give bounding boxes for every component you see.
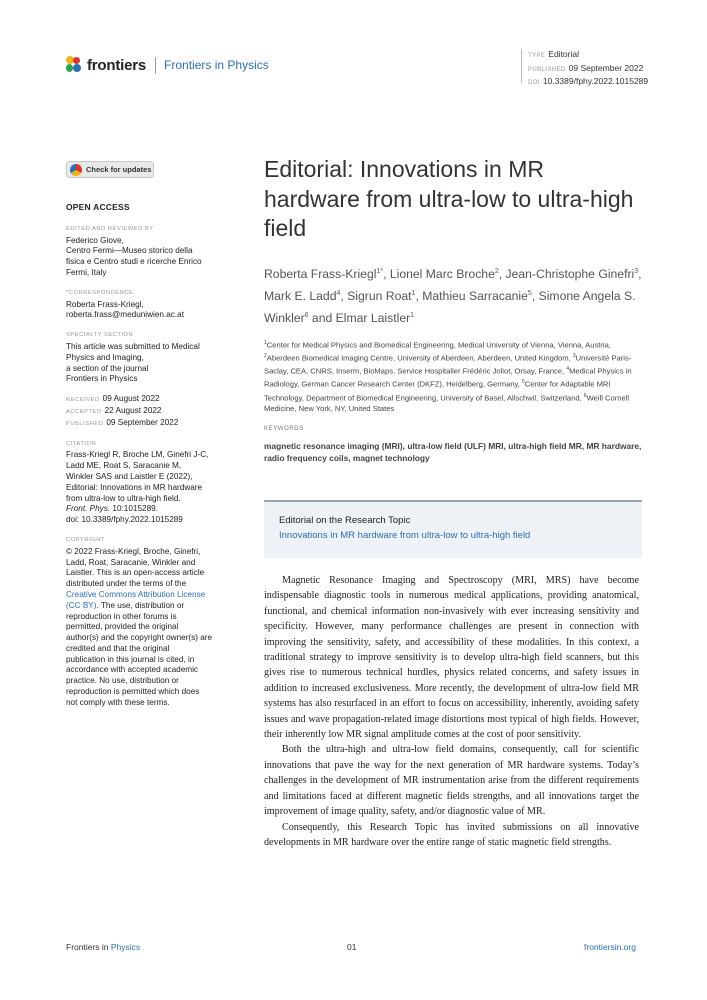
citation-volume: 10:1015289. xyxy=(110,504,158,514)
research-topic-link[interactable]: Innovations in MR hardware from ultra-low to ultra-high field xyxy=(279,530,531,541)
author-affil-ref: 1 xyxy=(411,290,416,298)
accepted-value: 22 August 2022 xyxy=(104,405,162,415)
dates-block xyxy=(66,394,226,429)
article-meta xyxy=(521,49,649,86)
footer-journal-name: Physics xyxy=(110,942,141,952)
author-name[interactable]: Sigrun Roat xyxy=(347,289,412,304)
citation-label: CITATION xyxy=(66,440,97,447)
affiliations xyxy=(264,338,644,414)
affiliation: Medical Physics in Radiology, German Cancer Research Center (DKFZ), Heidelberg, Germany, xyxy=(264,366,632,389)
correspondence-email[interactable]: roberta.frass@meduniwien.ac.at xyxy=(66,310,184,320)
footer-site-link[interactable]: frontiersin.org xyxy=(584,942,636,952)
affiliation: Center for Medical Physics and Biomedical Engineering, Medical University of Vienna, Vienna, Austria, xyxy=(266,340,611,350)
research-topic-heading: Editorial on the Research Topic xyxy=(279,515,411,526)
check-for-updates-button[interactable] xyxy=(66,161,154,178)
research-topic-box xyxy=(264,500,642,558)
check-for-updates-label: Check for updates xyxy=(86,165,152,174)
published-value: 09 September 2022 xyxy=(106,417,179,427)
cc-license-link[interactable]: Creative Commons Attribution License (CC BY) xyxy=(66,589,206,610)
accepted-label: ACCEPTED xyxy=(66,408,102,415)
author-affil-ref: 4 xyxy=(336,290,341,298)
body-paragraph: Both the ultra-high and ultra-low field domains, consequently, call for scientific innovations that pave the way for the next generation of MR hardware systems. Today’s challenges in the development of MR instrumentation arise from the different requirements and limitations faced at different magnetic fields strengths, and all innovations target the improvement of image quality, safety, and/or diagnostic value of MR. xyxy=(264,744,639,818)
meta-doi-value[interactable]: 10.3389/fphy.2022.1015289 xyxy=(542,76,649,86)
author-name[interactable]: Roberta Frass-Kriegl xyxy=(264,267,377,282)
meta-published-label: PUBLISHED xyxy=(528,66,566,73)
affiliation: Weill Cornell Medicine, New York, NY, United States xyxy=(264,393,630,413)
publisher-name: frontiers xyxy=(87,56,147,74)
author-name[interactable]: Mark E. Ladd xyxy=(264,289,337,304)
meta-published-value: 09 September 2022 xyxy=(568,62,644,73)
author-name[interactable]: Jean-Christophe Ginefri xyxy=(505,267,635,282)
crossmark-icon xyxy=(70,164,82,176)
open-access-label: OPEN ACCESS xyxy=(66,202,130,212)
affil-num: 3 xyxy=(572,353,576,360)
author-affil-ref: 3 xyxy=(634,268,639,275)
article-body xyxy=(264,573,639,850)
author-name[interactable]: Simone Angela S. Winkler xyxy=(264,289,636,326)
sidebar xyxy=(66,202,226,709)
affil-num: 6 xyxy=(583,392,587,399)
published-label: PUBLISHED xyxy=(66,420,104,427)
body-paragraph: Consequently, this Research Topic has invited submissions on all innovative developments in MR hardware over the entire range of static magnetic field strengths. xyxy=(264,821,639,848)
copyright-text xyxy=(66,547,226,709)
edited-label: EDITED AND REVIEWED BY xyxy=(66,225,154,232)
edited-value: Federico Giove, Centro Fermi—Museo storico della fisica e Centro studi e ricerche Enrico Fermi, Italy xyxy=(66,235,202,277)
citation-doi[interactable]: doi: 10.3389/fphy.2022.1015289 xyxy=(66,515,183,525)
affil-num: 1 xyxy=(264,340,267,346)
affil-num: 4 xyxy=(566,366,570,373)
author-name[interactable]: Elmar Laistler xyxy=(335,311,411,326)
author-name[interactable]: Lionel Marc Broche xyxy=(389,267,495,282)
keywords-label: KEYWORDS xyxy=(264,426,304,432)
page-number: 01 xyxy=(347,942,357,952)
received-value: 09 August 2022 xyxy=(102,394,160,404)
received-label: RECEIVED xyxy=(66,397,100,404)
meta-doi-label: DOI xyxy=(528,80,540,86)
affil-num: 5 xyxy=(522,379,525,386)
body-paragraph: Magnetic Resonance Imaging and Spectroscopy (MRI, MRS) have become indispensable diagnostic tools in numerous medical applications, providing anatomical, functional, and chemical information non-invasively with ever increasing sensitivity and specificity. However, many performance challenges are present in connection with improving the sensitivity, safety, and accessibility of these modalities. In this context, a traditional strategy to improve sensitivity is to develop ultra-high field scanners, but this gives rise to numerous technical hurdles, physics related concerns, and safety issues in addition to increased exclusiveness. More recently, the development of ultra-low field MR systems has also resurfaced in an effort to focus on accessibility, inherently, avoiding safety issues and wave propagation-related image distortions most typical of high fields. However, their inherently low MR signal amplitude comes at the cost of poor sensitivity. xyxy=(264,575,639,741)
journal-name: Frontiers in Physics xyxy=(164,58,269,72)
author-affil-ref: 1* xyxy=(376,268,384,275)
author-affil-ref: 1 xyxy=(410,312,415,320)
author-affil-ref: 5 xyxy=(527,290,532,298)
article-title: Editorial: Innovations in MR hardware from ultra-low to ultra-high field xyxy=(264,156,634,241)
correspondence-name: Roberta Frass-Kriegl, xyxy=(66,299,144,309)
affil-num: 2 xyxy=(264,353,267,360)
author-affil-ref: 2 xyxy=(494,268,499,275)
keywords: magnetic resonance imaging (MRI), ultra-low field (ULF) MRI, ultra-high field MR, MR hardware, radio frequency coils, magnet technology xyxy=(264,441,642,463)
logo-divider xyxy=(155,57,156,74)
copyright-label: COPYRIGHT xyxy=(66,536,105,543)
specialty-label: SPECIALTY SECTION xyxy=(66,332,134,339)
affiliation: Université Paris-Saclay, CEA, CNRS, Inserm, BioMaps, Service Hospitalier Frédéric Joliot, Orsay, France, xyxy=(264,353,632,376)
author-name[interactable]: Mathieu Sarracanie xyxy=(422,289,528,304)
frontiers-logo-icon xyxy=(66,56,82,74)
publisher-logo xyxy=(66,55,269,75)
footer-journal xyxy=(66,942,140,952)
specialty-value: This article was submitted to Medical Physics and Imaging, a section of the journal Frontiers in Physics xyxy=(66,341,200,384)
author-affil-ref: 6 xyxy=(304,312,309,320)
copyright-post: . The use, distribution or reproduction in other forums is permitted, provided the original author(s) and the copyright owner(s) are credited and that the original publication in this journal is cited, in accordance with accepted academic practice. No use, distribution or reproduction is permitted which does not comply with these terms. xyxy=(66,600,213,707)
affiliation: Center for Adaptable MRI Technology, Department of Biomedical Engineering, University of Basel, Allschwil, Switzerland, xyxy=(264,379,611,403)
copyright-pre: © 2022 Frass-Kriegl, Broche, Ginefri, Ladd, Roat, Saracanie, Winkler and Laistler. This is an open-access article distributed under the terms of the xyxy=(66,546,205,589)
footer-journal-prefix: Frontiers in xyxy=(66,942,111,952)
citation-text: Frass-Kriegl R, Broche LM, Ginefri J-C, Ladd ME, Roat S, Saracanie M, Winkler SAS and Laistler E (2022), Editorial: Innovations in MR hardware from ultra-low to ultra-high field. xyxy=(66,450,209,503)
citation-journal: Front. Phys. xyxy=(66,504,111,514)
affiliation: Aberdeen Biomedical Imaging Centre, University of Aberdeen, Aberdeen, United Kingdom, xyxy=(266,353,573,363)
author-list: Roberta Frass-Kriegl$^{1*}$, Lionel Marc Broche$^2$, Jean-Christophe Ginefri$^3$, Mark E. Ladd$^4$, Sigrun Roat$^1$, Mathieu Sarracanie$^5$, Simone Angela S. Winkler$^6$ and Elmar Laistler$^1$ xyxy=(264,267,642,326)
correspondence-label: *CORRESPONDENCE xyxy=(66,289,134,296)
meta-type-value: Editorial xyxy=(548,49,579,59)
meta-type-label: TYPE xyxy=(528,53,546,59)
